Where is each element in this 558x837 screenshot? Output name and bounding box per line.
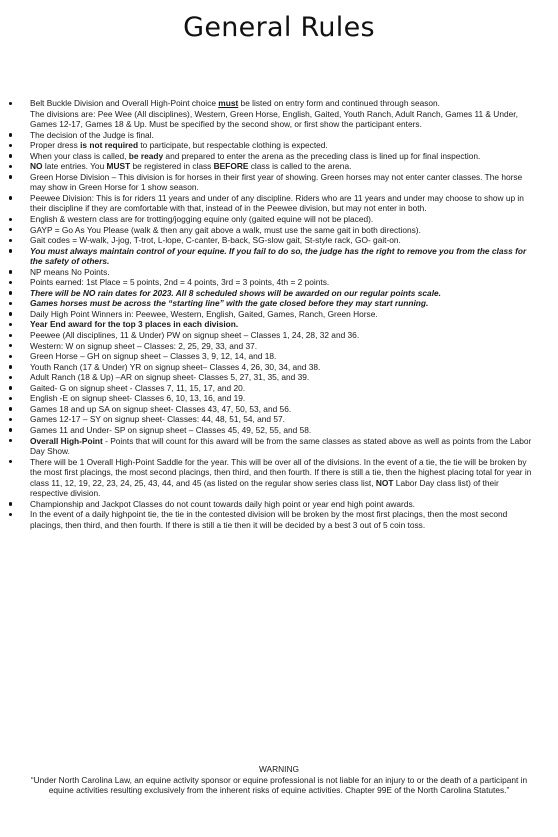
rule-text: Adult Ranch (18 & Up) –AR on signup sheet- Classes 5, 27, 31, 35, and 39. bbox=[30, 372, 310, 383]
rule-text: Overall High-Point bbox=[30, 435, 103, 446]
rule-text: be listed on entry form and continued through season. bbox=[238, 98, 441, 108]
rule-text: class is called to the arena. bbox=[248, 161, 352, 172]
rule-text: Games horses must be across the “starting line” with the gate closed before they may start running. bbox=[30, 298, 429, 309]
rule-text: Gait codes = W-walk, J-jog, T-trot, L-lope, C-canter, B-back, SG-slow gait, St-style rack, GO- gait-on. bbox=[30, 235, 401, 246]
rule-item bbox=[8, 288, 538, 299]
rule-text: Peewee Division: This is for riders 11 years and under of any discipline. Riders who are 11 years and under may choose to show up in their discipline if they are comfortable with that, instead of in the Peewee division, but may not enter in both. bbox=[30, 192, 524, 214]
rule-item bbox=[8, 351, 538, 362]
rule-item bbox=[8, 298, 538, 309]
rule-item bbox=[8, 414, 538, 425]
rule-item bbox=[8, 214, 538, 225]
rule-text: There will be NO rain dates for 2023. All 8 scheduled shows will be awarded on our regular points scale. bbox=[30, 287, 441, 298]
rule-text: is not required bbox=[80, 140, 139, 151]
rule-text: be registered in class bbox=[130, 161, 214, 172]
rule-item bbox=[8, 151, 538, 162]
rule-text: Games 11 and Under- SP on signup sheet – Classes 45, 49, 52, 55, and 58. bbox=[30, 424, 312, 435]
rule-text: Games 12-17 – SY on signup sheet- Classes: 44, 48, 51, 54, and 57. bbox=[30, 414, 285, 425]
rule-text: Year End award for the top 3 places in each division. bbox=[30, 319, 239, 330]
rule-item bbox=[8, 436, 538, 457]
rule-item bbox=[8, 235, 538, 246]
warning-text: “Under North Carolina Law, an equine activity sponsor or equine professional is not liable for an injury to or the death of a participant in equine activities resulting exclusively from the inherent risks of equine activities. Chapter 99E of the North Carolina Statutes.” bbox=[30, 774, 528, 796]
rule-text: In the event of a daily highpoint tie, the tie in the contested division will be broken by the most first placings, then the most second placings, then third, and then fourth. If there is still a tie then it will be decided by a best 3 out of 5 coin toss. bbox=[30, 509, 508, 530]
rule-item bbox=[8, 362, 538, 373]
rule-text: Western: W on signup sheet – Classes: 2, 25, 29, 33, and 37. bbox=[30, 340, 258, 351]
rule-text: Gaited- G on signup sheet - Classes 7, 11, 15, 17, and 20. bbox=[30, 382, 246, 393]
rule-item bbox=[8, 161, 538, 172]
rule-item bbox=[8, 267, 538, 278]
rule-item bbox=[8, 372, 538, 383]
warning-section bbox=[20, 764, 538, 796]
rule-item bbox=[8, 130, 538, 141]
rule-item bbox=[8, 319, 538, 330]
rule-text: Belt Buckle Division and Overall High-Point choice bbox=[30, 98, 219, 108]
rule-text: The decision of the Judge is final. bbox=[30, 129, 154, 140]
rule-item bbox=[8, 246, 538, 267]
rule-text: English -E on signup sheet- Classes 6, 10, 13, 16, and 19. bbox=[30, 393, 246, 404]
rule-text: and prepared to enter the arena as the preceding class is lined up for final inspection. bbox=[163, 150, 481, 161]
rule-item bbox=[8, 225, 538, 236]
rules-list bbox=[8, 98, 538, 530]
rule-text: Daily High Point Winners in: Peewee, Western, English, Gaited, Games, Ranch, Green Horse. bbox=[30, 308, 378, 319]
rule-text: Peewee (All disciplines, 11 & Under) PW on signup sheet – Classes 1, 24, 28, 32 and 36. bbox=[30, 330, 360, 341]
rule-item bbox=[8, 172, 538, 193]
rule-item bbox=[8, 140, 538, 151]
rule-item bbox=[8, 425, 538, 436]
rule-item bbox=[8, 330, 538, 341]
rule-item bbox=[8, 309, 538, 320]
rule-text: The divisions are: Pee Wee (All disciplines), Western, Green Horse, English, Gaited, Youth Ranch, Adult Ranch, Games 11 & Under, Games 12-17, Games 18 & Up. Must be specified by the second show, or first show the participant enters. bbox=[30, 108, 518, 130]
rule-item bbox=[8, 109, 538, 130]
rule-text: You must always maintain control of your equine. If you fail to do so, the judge has the right to remove you from the class for the safety of others. bbox=[30, 245, 527, 267]
rule-text: Labor Day class list) of their respective division. bbox=[30, 477, 499, 499]
rule-text: NO bbox=[30, 161, 43, 172]
rule-text: to participate, but respectable clothing is expected. bbox=[138, 140, 328, 151]
rule-text: Green Horse – GH on signup sheet – Classes 3, 9, 12, 14, and 18. bbox=[30, 351, 277, 362]
rule-text: BEFORE bbox=[213, 161, 249, 172]
rule-item bbox=[8, 98, 538, 109]
rule-item bbox=[8, 193, 538, 214]
rule-item bbox=[8, 383, 538, 394]
rule-text: Green Horse Division – This division is for horses in their first year of showing. Green horses may not enter canter classes. The horse may show in Green Horse for 1 show season. bbox=[30, 171, 523, 193]
rule-text: be ready bbox=[128, 150, 164, 161]
rule-text: late entries. You bbox=[42, 161, 107, 172]
rule-text: Championship and Jackpot Classes do not count towards daily high point or year end high point awards. bbox=[30, 498, 415, 509]
rule-text: Games 18 and up SA on signup sheet- Classes 43, 47, 50, 53, and 56. bbox=[30, 403, 292, 414]
rule-item bbox=[8, 499, 538, 510]
rule-text: - Points that will count for this award will be from the same classes as stated above as well as points from the Labor Day Show. bbox=[30, 435, 532, 457]
rule-text: GAYP = Go As You Please (walk & then any gait above a walk, must use the same gait in both directions). bbox=[30, 224, 421, 235]
rule-text: Youth Ranch (17 & Under) YR on signup sheet– Classes 4, 26, 30, 34, and 38. bbox=[30, 361, 321, 372]
page-title: General Rules bbox=[183, 12, 375, 43]
rule-text: must bbox=[218, 98, 239, 108]
rule-text: When your class is called, bbox=[30, 150, 129, 161]
rule-text: NP means No Points. bbox=[30, 266, 110, 277]
rule-item bbox=[8, 509, 538, 530]
rule-text: Points earned: 1st Place = 5 points, 2nd = 4 points, 3rd = 3 points, 4th = 2 points. bbox=[30, 277, 330, 288]
rule-text: English & western class are for trotting/jogging equine only (gaited equine will not be placed). bbox=[30, 214, 374, 225]
rule-text: Proper dress bbox=[30, 140, 81, 151]
warning-heading: WARNING bbox=[258, 764, 299, 774]
rule-item bbox=[8, 404, 538, 415]
rule-text: There will be 1 Overall High-Point Saddle for the year. This will be over all of the divisions. In the event of a tie, the tie will be broken by the most first placings, the most second placings, then third, and then fourth. If there is still a tie, then the highest placing total for year in class 11, 12, 19, 22, 23, 24, 25, 43, 44, and 45 (as listed on the regular show series class list, bbox=[30, 456, 532, 488]
rule-item bbox=[8, 393, 538, 404]
rule-item bbox=[8, 341, 538, 352]
rule-text: NOT bbox=[375, 477, 394, 488]
rule-text: MUST bbox=[106, 161, 131, 172]
rule-item bbox=[8, 277, 538, 288]
rule-item bbox=[8, 457, 538, 499]
